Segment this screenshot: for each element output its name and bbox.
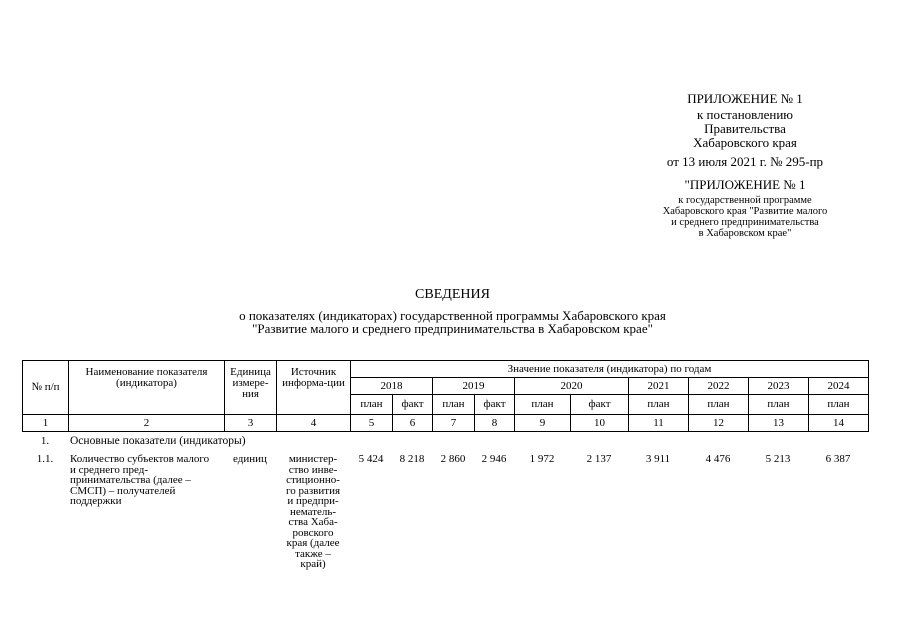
header-plan: план <box>433 395 475 415</box>
row-value: 6 387 <box>825 453 851 465</box>
section-number: 1. <box>40 435 50 447</box>
header-fact: факт <box>475 395 515 415</box>
column-number: 5 <box>351 415 393 432</box>
row-unit: единиц <box>233 453 267 465</box>
column-number: 10 <box>571 415 629 432</box>
header-year: 2024 <box>809 378 869 395</box>
row-value: 1 972 <box>529 453 555 465</box>
appendix2-line: и среднего предпринимательства <box>671 217 819 228</box>
appendix2-block <box>620 178 870 239</box>
indicators-table-header <box>22 360 869 432</box>
appendix2-line: в Хабаровском крае" <box>698 228 792 239</box>
appendix2-title: "ПРИЛОЖЕНИЕ № 1 <box>684 177 806 192</box>
header-plan: план <box>515 395 571 415</box>
indicators-table-body <box>22 436 868 570</box>
appendix-title: ПРИЛОЖЕНИЕ № 1 <box>687 91 803 106</box>
header-plan: план <box>749 395 809 415</box>
appendix2-line: к государственной программе <box>678 195 812 206</box>
header-plan: план <box>629 395 689 415</box>
header-unit: Единица измере-ния <box>225 361 277 415</box>
header-year: 2021 <box>629 378 689 395</box>
header-plan: план <box>809 395 869 415</box>
header-year: 2023 <box>749 378 809 395</box>
header-year: 2019 <box>433 378 515 395</box>
header-values: Значение показателя (индикатора) по годам <box>351 361 869 378</box>
header-name: Наименование показателя (индикатора) <box>69 361 225 415</box>
row-number: 1.1. <box>36 453 54 465</box>
header-year: 2020 <box>515 378 629 395</box>
column-number: 2 <box>69 415 225 432</box>
header-source: Источник информа-ции <box>277 361 351 415</box>
header-year: 2022 <box>689 378 749 395</box>
document-subtitle: о показателях (индикаторах) государственной программы Хабаровского края <box>239 308 666 323</box>
appendix-line: к постановлению <box>696 107 794 122</box>
appendix-line: Хабаровского края <box>693 135 797 150</box>
column-number: 11 <box>629 415 689 432</box>
column-number: 14 <box>809 415 869 432</box>
row-value: 4 476 <box>705 453 731 465</box>
document-subtitle: "Развитие малого и среднего предпринимательства в Хабаровском крае" <box>252 321 653 336</box>
table-section-row <box>22 436 868 454</box>
header-plan: план <box>351 395 393 415</box>
section-title: Основные показатели (индикаторы) <box>70 435 246 447</box>
column-number: 9 <box>515 415 571 432</box>
column-number: 12 <box>689 415 749 432</box>
header-fact: факт <box>393 395 433 415</box>
row-value: 2 860 <box>440 453 466 465</box>
column-number: 13 <box>749 415 809 432</box>
row-value: 5 424 <box>358 453 384 465</box>
header-num: № п/п <box>23 361 69 415</box>
row-value: 2 137 <box>586 453 612 465</box>
appendix-line: Правительства <box>704 121 786 136</box>
row-value: 5 213 <box>765 453 791 465</box>
column-number: 3 <box>225 415 277 432</box>
column-number: 1 <box>23 415 69 432</box>
column-number: 8 <box>475 415 515 432</box>
column-number: 4 <box>277 415 351 432</box>
document-title: СВЕДЕНИЯ <box>415 287 490 302</box>
row-value: 8 218 <box>399 453 425 465</box>
appendix2-line: Хабаровского края "Развитие малого <box>662 206 828 217</box>
row-value: 3 911 <box>645 453 671 465</box>
row-name: Количество субъектов малого и среднего пред-принимательства (далее – СМСП) – получателей поддержки <box>70 453 210 507</box>
column-number: 7 <box>433 415 475 432</box>
appendix-block <box>620 92 870 169</box>
column-number: 6 <box>393 415 433 432</box>
row-source: министер-ство инве-стиционно-го развития и предпри-нематель-ства Хаба-ровского края (далее также – край) <box>285 453 341 570</box>
row-value: 2 946 <box>481 453 507 465</box>
header-plan: план <box>689 395 749 415</box>
table-row <box>22 454 868 570</box>
header-fact: факт <box>571 395 629 415</box>
header-year: 2018 <box>351 378 433 395</box>
appendix-line: от 13 июля 2021 г. № 295-пр <box>666 154 824 169</box>
